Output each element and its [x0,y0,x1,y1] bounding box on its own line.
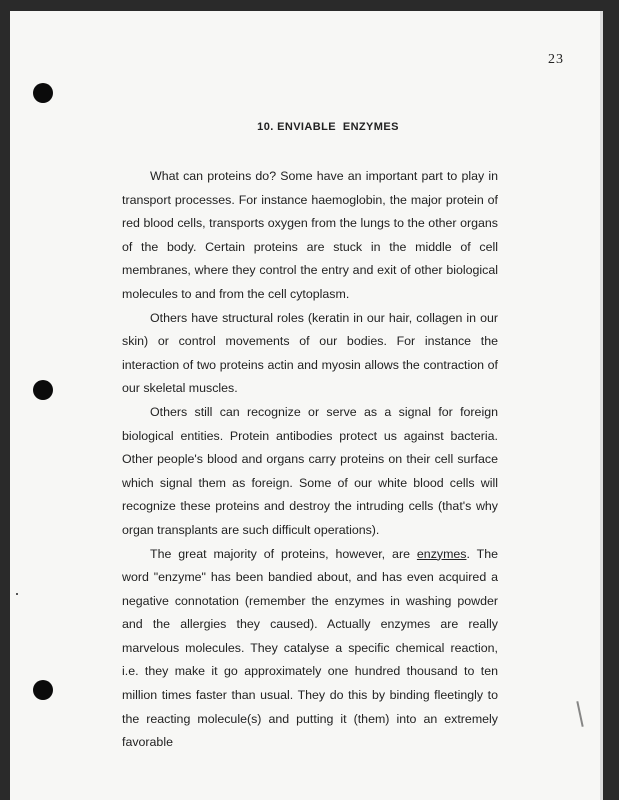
paragraph: Others have structural roles (keratin in our hair, collagen in our skin) or control movements of our bodies. For instance the interaction of two proteins actin and myosin allows the contraction of our skeletal muscles. [122,310,498,396]
paragraph-text: . The word "enzyme" has been bandied about, and has even acquired a negative connotation (remember the enzymes in washing powder and the allergies they caused). Actually enzymes are really marvelous molecules. They catalyse a specific chemical reaction, i.e. they make it go approximately one hundred thousand to ten million times faster than usual. They do this by binding fleetingly to the reacting molecule(s) and putting it (them) into an extremely favorable [122,546,499,750]
underlined-term: enzymes [416,546,467,561]
paragraph: Others still can recognize or serve as a signal for foreign biological entities. Protein antibodies protect us against bacteria. Other people's blood and organs carry proteins on their cell surface which signal them as foreign. Some of our white blood cells will recognize these proteins and destroy the intruding cells (that's why organ transplants are such difficult operations). [122,404,498,537]
section-title: 10. ENVIABLE ENZYMES [257,121,399,133]
page-number: 23 [548,52,564,67]
document-page [10,11,603,800]
paper-speck [16,593,18,595]
paragraph-text: The great majority of proteins, however, are [150,546,417,561]
binder-hole [33,83,53,103]
paragraph: What can proteins do? Some have an important part to play in transport processes. For instance haemoglobin, the major protein of red blood cells, transports oxygen from the lungs to the other organs of the body. Certain proteins are stuck in the middle of cell membranes, where they control the entry and exit of other biological molecules to and from the cell cytoplasm. [122,169,498,301]
binder-hole [33,380,53,400]
paragraph [122,543,498,755]
pencil-mark [576,701,583,727]
binder-hole [33,680,53,700]
body-text [122,165,498,755]
